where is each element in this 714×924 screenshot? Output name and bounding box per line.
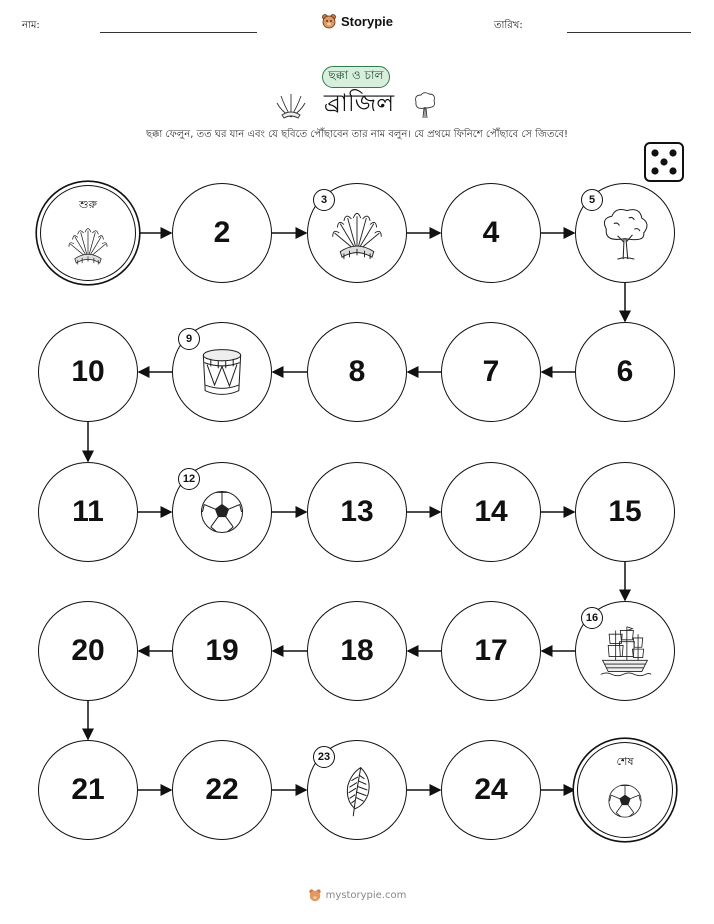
soccer-ball-icon [194,484,250,540]
cell-number: 10 [71,355,105,388]
cell-number-badge: 3 [313,189,335,211]
cell-number: 2 [213,216,231,249]
footer-url[interactable]: mystorypie.com [325,889,407,901]
board-cell-21 [38,740,138,840]
board-cell-22 [172,740,272,840]
instructions: ছক্কা ফেলুন, তত ঘর যান এবং যে ছবিতে পৌঁছাবেন তার নাম বলুন। যে প্রথমে ফিনিশে পৌঁছাবে সে জিতবে! [145,129,569,140]
board-cell-2 [172,183,272,283]
cell-number: 15 [608,495,642,528]
cell-number: 13 [340,495,374,528]
cell-number: 14 [474,495,508,528]
footer [0,888,714,902]
cell-number: 7 [482,355,500,388]
cell-number-badge: 9 [178,328,200,350]
cell-number-badge: 23 [313,746,335,768]
cell-number-badge: 5 [581,189,603,211]
start-cell [40,185,136,281]
board-cell-15 [575,462,675,562]
feather-icon [329,762,385,818]
name-label: নাম: [22,20,40,31]
page-title: ব্রাজিল [323,89,395,117]
finish-label: শেষ [616,755,634,768]
ship-icon [597,623,653,679]
bear-icon [308,888,322,902]
start-label: শুরু [79,198,97,211]
board-cell-16 [575,601,675,701]
cell-number: 17 [474,634,508,667]
cell-number-badge: 16 [581,607,603,629]
board-cell-7 [441,322,541,422]
cell-number: 6 [616,355,634,388]
board-cell-19 [172,601,272,701]
headdress-icon [66,222,110,266]
cell-number: 4 [482,216,500,249]
brand-name: Storypie [340,13,393,29]
board-cell-4 [441,183,541,283]
headdress-icon [329,205,385,261]
board-cell-10 [38,322,138,422]
cell-number: 21 [71,773,105,806]
board-cell-5 [575,183,675,283]
cell-number-badge: 12 [178,468,200,490]
board-cell-24 [441,740,541,840]
cell-number: 18 [340,634,374,667]
finish-cell [577,742,673,838]
board-cell-8 [307,322,407,422]
board-cell-13 [307,462,407,562]
board-cell-20 [38,601,138,701]
board-cell-23 [307,740,407,840]
date-label: তারিখ: [494,20,523,31]
drum-icon [194,344,250,400]
board-cell-3 [307,183,407,283]
cell-number: 8 [348,355,366,388]
cell-number: 22 [205,773,239,806]
cell-number: 11 [72,495,104,528]
cell-number: 24 [474,773,508,806]
soccer-ball-icon [603,779,647,823]
board-cell-6 [575,322,675,422]
board-cell-18 [307,601,407,701]
board-cell-11 [38,462,138,562]
tree-icon [597,205,653,261]
game-type-badge: ছক্কা ও চাল [322,66,390,88]
cell-number: 20 [71,634,105,667]
board-cell-14 [441,462,541,562]
board-cell-12 [172,462,272,562]
cell-number: 19 [205,634,239,667]
board-cell-9 [172,322,272,422]
board-cell-17 [441,601,541,701]
